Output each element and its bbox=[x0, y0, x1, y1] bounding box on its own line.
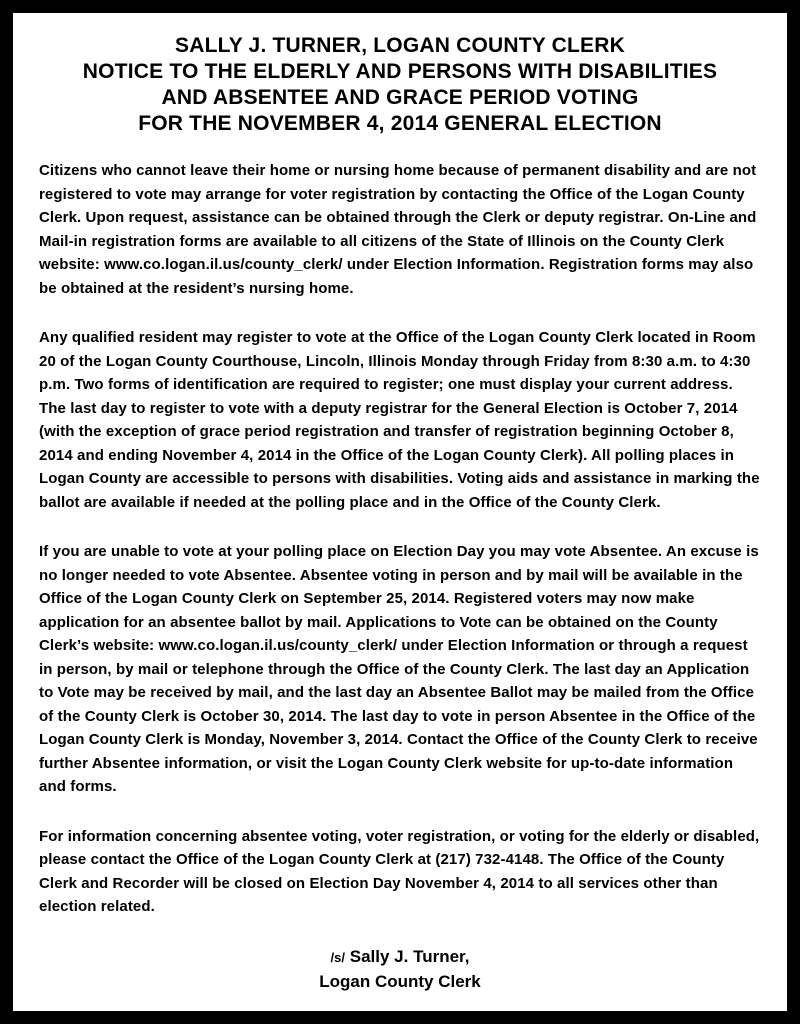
notice-title-line-2: NOTICE TO THE ELDERLY AND PERSONS WITH DISABILITIES bbox=[82, 60, 718, 83]
notice-title-line-1: SALLY J. TURNER, LOGAN COUNTY CLERK bbox=[175, 34, 625, 57]
notice-title-line-4: FOR THE NOVEMBER 4, 2014 GENERAL ELECTION bbox=[138, 112, 662, 135]
signature-name-line bbox=[39, 945, 761, 970]
notice-paragraph-contact-info: For information concerning absentee voting, voter registration, or voting for the elderly or disabled, please contact the Office of the Logan County Clerk at (217) 732-4148. The Office of the County Clerk and Recorder will be closed on Election Day November 4, 2014 to all services other than election related. bbox=[39, 827, 760, 915]
notice-paragraph-absentee-voting: If you are unable to vote at your polling place on Election Day you may vote Absentee. An excuse is no longer needed to vote Absentee. Absentee voting in person and by mail will be available in the Office of the Logan County Clerk on September 25, 2014. Registered voters may now make application for an absentee ballot by mail. Applications to Vote can be obtained on the County Clerk’s website: www.co.logan.il.us/county_clerk/ under Election Information or through a request in person, by mail or telephone through the Office of the County Clerk. The last day an Application to Vote may be received by mail, and the last day an Absentee Ballot may be mailed from the Office of the County Clerk is October 30, 2014. The last day to vote in person Absentee in the Office of the Logan County Clerk is Monday, November 3, 2014. Contact the Office of the County Clerk to receive further Absentee information, or visit the Logan County Clerk website for up-to-date information and forms. bbox=[39, 543, 759, 795]
notice-page bbox=[13, 13, 787, 1011]
notice-title-line-3: AND ABSENTEE AND GRACE PERIOD VOTING bbox=[161, 86, 639, 109]
signature-name: Sally J. Turner, bbox=[349, 946, 470, 966]
notice-paragraph-registration: Citizens who cannot leave their home or nursing home because of permanent disability and are not registered to vote may arrange for voter registration by contacting the Office of the Logan County Clerk. Upon request, assistance can be obtained through the Clerk or deputy registrar. On-Line and Mail-in registration forms are available to all citizens of the State of Illinois on the County Clerk website: www.co.logan.il.us/county_clerk/ under Election Information. Registration forms may also be obtained at the resident’s nursing home. bbox=[39, 162, 757, 297]
signature-block bbox=[39, 945, 761, 994]
notice-paragraph-qualified-residents: Any qualified resident may register to vote at the Office of the Logan County Clerk located in Room 20 of the Logan County Courthouse, Lincoln, Illinois Monday through Friday from 8:30 a.m. to 4:30 p.m. Two forms of identification are required to register; one must display your current address. The last day to register to vote with a deputy registrar for the General Election is October 7, 2014 (with the exception of grace period registration and transfer of registration beginning October 8, 2014 and ending November 4, 2014 in the Office of the Logan County Clerk). All polling places in Logan County are accessible to persons with disabilities. Voting aids and assistance in marking the ballot are available if needed at the polling place and in the Office of the County Clerk. bbox=[39, 329, 760, 511]
signature-prefix: /s/ bbox=[330, 949, 346, 965]
notice-title bbox=[39, 33, 761, 137]
signature-title: Logan County Clerk bbox=[319, 971, 481, 991]
